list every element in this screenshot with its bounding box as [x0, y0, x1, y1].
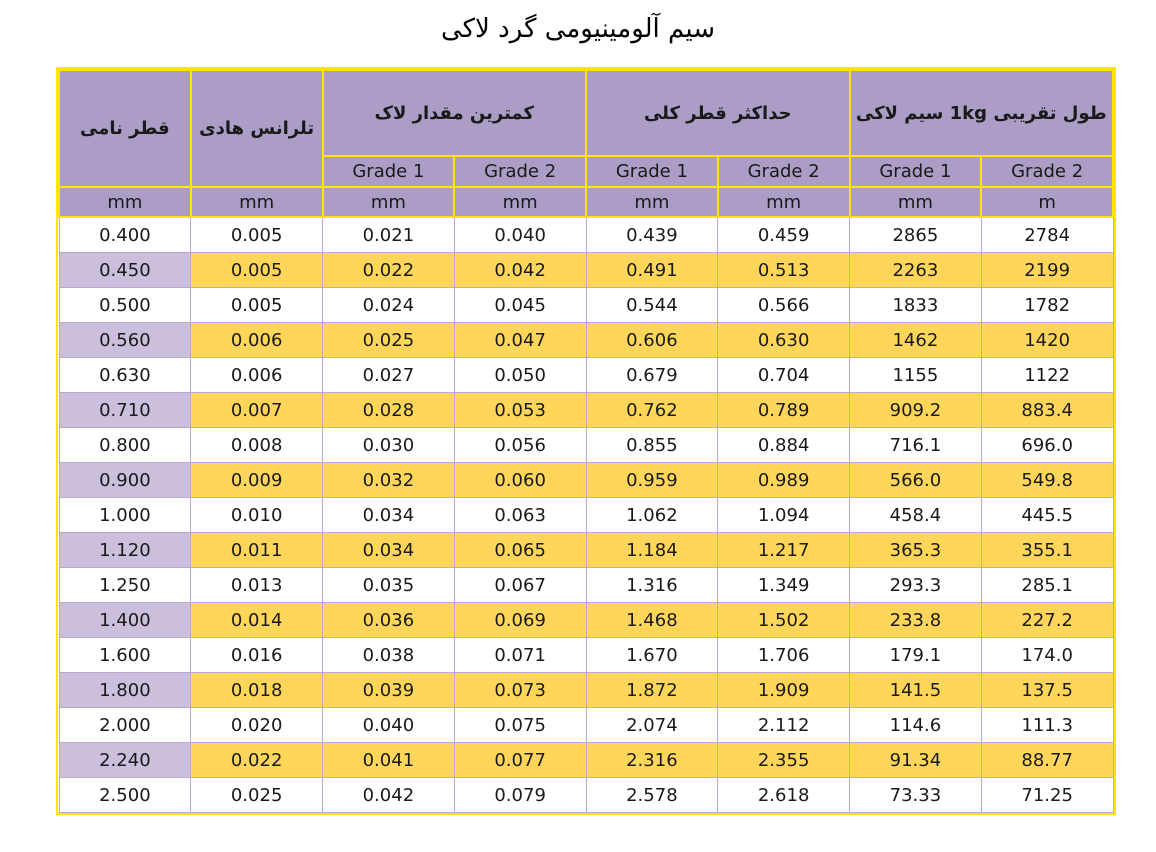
table-cell: 0.491	[586, 253, 718, 288]
header-grade: Grade 1	[850, 156, 982, 187]
table-cell: 0.038	[323, 638, 455, 673]
header-grade: Grade 2	[454, 156, 586, 187]
table-cell: 0.047	[454, 323, 586, 358]
table-cell: 0.077	[454, 743, 586, 778]
table-cell: 0.056	[454, 428, 586, 463]
table-row	[59, 603, 1113, 638]
table-cell: 88.77	[981, 743, 1113, 778]
table-cell: 2.578	[586, 778, 718, 813]
table-cell: 0.071	[454, 638, 586, 673]
table-cell: 0.034	[323, 498, 455, 533]
table-cell: 293.3	[850, 568, 982, 603]
table-cell: 1.600	[59, 638, 191, 673]
table-cell: 0.039	[323, 673, 455, 708]
table-cell: 0.024	[323, 288, 455, 323]
header-unit: mm	[454, 187, 586, 217]
table-cell: 0.069	[454, 603, 586, 638]
table-cell: 0.073	[454, 673, 586, 708]
header-nominal-diameter: قطر نامی	[59, 70, 191, 187]
table-row	[59, 358, 1113, 393]
header-unit: mm	[323, 187, 455, 217]
table-cell: 0.959	[586, 463, 718, 498]
table-cell: 0.042	[323, 778, 455, 813]
table-cell: 1462	[850, 323, 982, 358]
table-cell: 2865	[850, 217, 982, 253]
header-unit: mm	[850, 187, 982, 217]
table-row	[59, 498, 1113, 533]
table-cell: 111.3	[981, 708, 1113, 743]
table-cell: 0.513	[718, 253, 850, 288]
table-row	[59, 217, 1113, 253]
table-cell: 0.630	[59, 358, 191, 393]
table-cell: 0.040	[323, 708, 455, 743]
table-cell: 0.679	[586, 358, 718, 393]
table-cell: 91.34	[850, 743, 982, 778]
table-cell: 0.459	[718, 217, 850, 253]
table-cell: 0.005	[191, 253, 323, 288]
header-unit: mm	[586, 187, 718, 217]
table-cell: 0.053	[454, 393, 586, 428]
table-cell: 909.2	[850, 393, 982, 428]
table-cell: 2784	[981, 217, 1113, 253]
table-cell: 1.217	[718, 533, 850, 568]
table-cell: 174.0	[981, 638, 1113, 673]
table-cell: 2.618	[718, 778, 850, 813]
table-cell: 1155	[850, 358, 982, 393]
table-cell: 0.704	[718, 358, 850, 393]
table-cell: 0.065	[454, 533, 586, 568]
table-cell: 2.316	[586, 743, 718, 778]
table-cell: 0.035	[323, 568, 455, 603]
table-row	[59, 708, 1113, 743]
table-cell: 2.074	[586, 708, 718, 743]
table-cell: 0.050	[454, 358, 586, 393]
table-cell: 1.400	[59, 603, 191, 638]
table-cell: 0.762	[586, 393, 718, 428]
wire-spec-table	[58, 69, 1114, 813]
table-cell: 0.045	[454, 288, 586, 323]
table-cell: 0.014	[191, 603, 323, 638]
table-cell: 114.6	[850, 708, 982, 743]
table-cell: 0.079	[454, 778, 586, 813]
table-cell: 1833	[850, 288, 982, 323]
table-cell: 0.042	[454, 253, 586, 288]
table-cell: 1.094	[718, 498, 850, 533]
table-cell: 0.020	[191, 708, 323, 743]
table-cell: 0.010	[191, 498, 323, 533]
table-cell: 0.013	[191, 568, 323, 603]
table-cell: 1.062	[586, 498, 718, 533]
table-cell: 0.022	[191, 743, 323, 778]
table-row	[59, 253, 1113, 288]
table-cell: 0.016	[191, 638, 323, 673]
table-cell: 0.025	[323, 323, 455, 358]
table-cell: 1.349	[718, 568, 850, 603]
table-cell: 2.240	[59, 743, 191, 778]
table-cell: 0.041	[323, 743, 455, 778]
table-cell: 1782	[981, 288, 1113, 323]
table-cell: 0.400	[59, 217, 191, 253]
table-cell: 2.112	[718, 708, 850, 743]
header-conductor-tolerance: تلرانس هادی	[191, 70, 323, 187]
table-row	[59, 393, 1113, 428]
table-cell: 227.2	[981, 603, 1113, 638]
table-cell: 883.4	[981, 393, 1113, 428]
table-cell: 0.006	[191, 323, 323, 358]
header-unit: mm	[718, 187, 850, 217]
table-cell: 549.8	[981, 463, 1113, 498]
table-cell: 2263	[850, 253, 982, 288]
table-cell: 0.450	[59, 253, 191, 288]
table-cell: 0.027	[323, 358, 455, 393]
table-cell: 0.040	[454, 217, 586, 253]
table-cell: 1.184	[586, 533, 718, 568]
table-cell: 0.855	[586, 428, 718, 463]
table-cell: 1.800	[59, 673, 191, 708]
table-row	[59, 533, 1113, 568]
table-cell: 0.011	[191, 533, 323, 568]
table-cell: 445.5	[981, 498, 1113, 533]
table-cell: 1.706	[718, 638, 850, 673]
table-cell: 0.008	[191, 428, 323, 463]
table-cell: 365.3	[850, 533, 982, 568]
table-cell: 0.022	[323, 253, 455, 288]
table-cell: 458.4	[850, 498, 982, 533]
header-grade: Grade 2	[718, 156, 850, 187]
table-cell: 179.1	[850, 638, 982, 673]
table-cell: 1.670	[586, 638, 718, 673]
header-max-overall-diameter: حداکثر قطر کلی	[586, 70, 850, 156]
header-grade: Grade 2	[981, 156, 1113, 187]
table-cell: 0.060	[454, 463, 586, 498]
table-cell: 0.989	[718, 463, 850, 498]
table-cell: 1.909	[718, 673, 850, 708]
table-cell: 137.5	[981, 673, 1113, 708]
header-unit: m	[981, 187, 1113, 217]
table-cell: 0.606	[586, 323, 718, 358]
table-row	[59, 288, 1113, 323]
table-cell: 0.075	[454, 708, 586, 743]
header-grade: Grade 1	[323, 156, 455, 187]
table-cell: 2199	[981, 253, 1113, 288]
table-row	[59, 568, 1113, 603]
table-cell: 71.25	[981, 778, 1113, 813]
table-row	[59, 463, 1113, 498]
table-cell: 0.018	[191, 673, 323, 708]
table-cell: 0.009	[191, 463, 323, 498]
table-body	[59, 217, 1113, 813]
table-cell: 1.468	[586, 603, 718, 638]
table-cell: 0.025	[191, 778, 323, 813]
table-cell: 1.000	[59, 498, 191, 533]
table-cell: 1122	[981, 358, 1113, 393]
table-cell: 1.250	[59, 568, 191, 603]
table-cell: 696.0	[981, 428, 1113, 463]
header-unit: mm	[191, 187, 323, 217]
table-cell: 0.710	[59, 393, 191, 428]
table-row	[59, 673, 1113, 708]
page-title: سیم آلومینیومی گرد لاکی	[441, 14, 715, 44]
table-cell: 0.800	[59, 428, 191, 463]
table-cell: 2.500	[59, 778, 191, 813]
table-cell: 141.5	[850, 673, 982, 708]
table-cell: 233.8	[850, 603, 982, 638]
table-cell: 1.872	[586, 673, 718, 708]
header-min-lacquer: کمترین مقدار لاک	[323, 70, 587, 156]
table-cell: 0.007	[191, 393, 323, 428]
table-cell: 2.000	[59, 708, 191, 743]
table-cell: 0.021	[323, 217, 455, 253]
table-cell: 0.028	[323, 393, 455, 428]
table-cell: 0.032	[323, 463, 455, 498]
table-cell: 566.0	[850, 463, 982, 498]
table-cell: 1.316	[586, 568, 718, 603]
table-cell: 0.036	[323, 603, 455, 638]
table-cell: 73.33	[850, 778, 982, 813]
header-grade: Grade 1	[586, 156, 718, 187]
table-cell: 716.1	[850, 428, 982, 463]
table-row	[59, 638, 1113, 673]
table-cell: 1420	[981, 323, 1113, 358]
table-cell: 0.005	[191, 217, 323, 253]
table-cell: 0.884	[718, 428, 850, 463]
table-cell: 1.502	[718, 603, 850, 638]
table-row	[59, 428, 1113, 463]
table-row	[59, 743, 1113, 778]
table-cell: 0.063	[454, 498, 586, 533]
table-cell: 0.900	[59, 463, 191, 498]
header-approx-length: طول تقریبی 1kg سیم لاکی	[850, 70, 1114, 156]
table-cell: 355.1	[981, 533, 1113, 568]
table-cell: 0.006	[191, 358, 323, 393]
table-cell: 0.030	[323, 428, 455, 463]
table-row	[59, 778, 1113, 813]
table-cell: 0.500	[59, 288, 191, 323]
table-cell: 0.067	[454, 568, 586, 603]
table-cell: 0.566	[718, 288, 850, 323]
header-unit: mm	[59, 187, 191, 217]
table-cell: 0.630	[718, 323, 850, 358]
table-cell: 0.789	[718, 393, 850, 428]
table-cell: 0.544	[586, 288, 718, 323]
table-cell: 1.120	[59, 533, 191, 568]
table-cell: 0.005	[191, 288, 323, 323]
table-cell: 2.355	[718, 743, 850, 778]
table-cell: 0.560	[59, 323, 191, 358]
table-cell: 0.034	[323, 533, 455, 568]
table-cell: 285.1	[981, 568, 1113, 603]
table-row	[59, 323, 1113, 358]
table-cell: 0.439	[586, 217, 718, 253]
